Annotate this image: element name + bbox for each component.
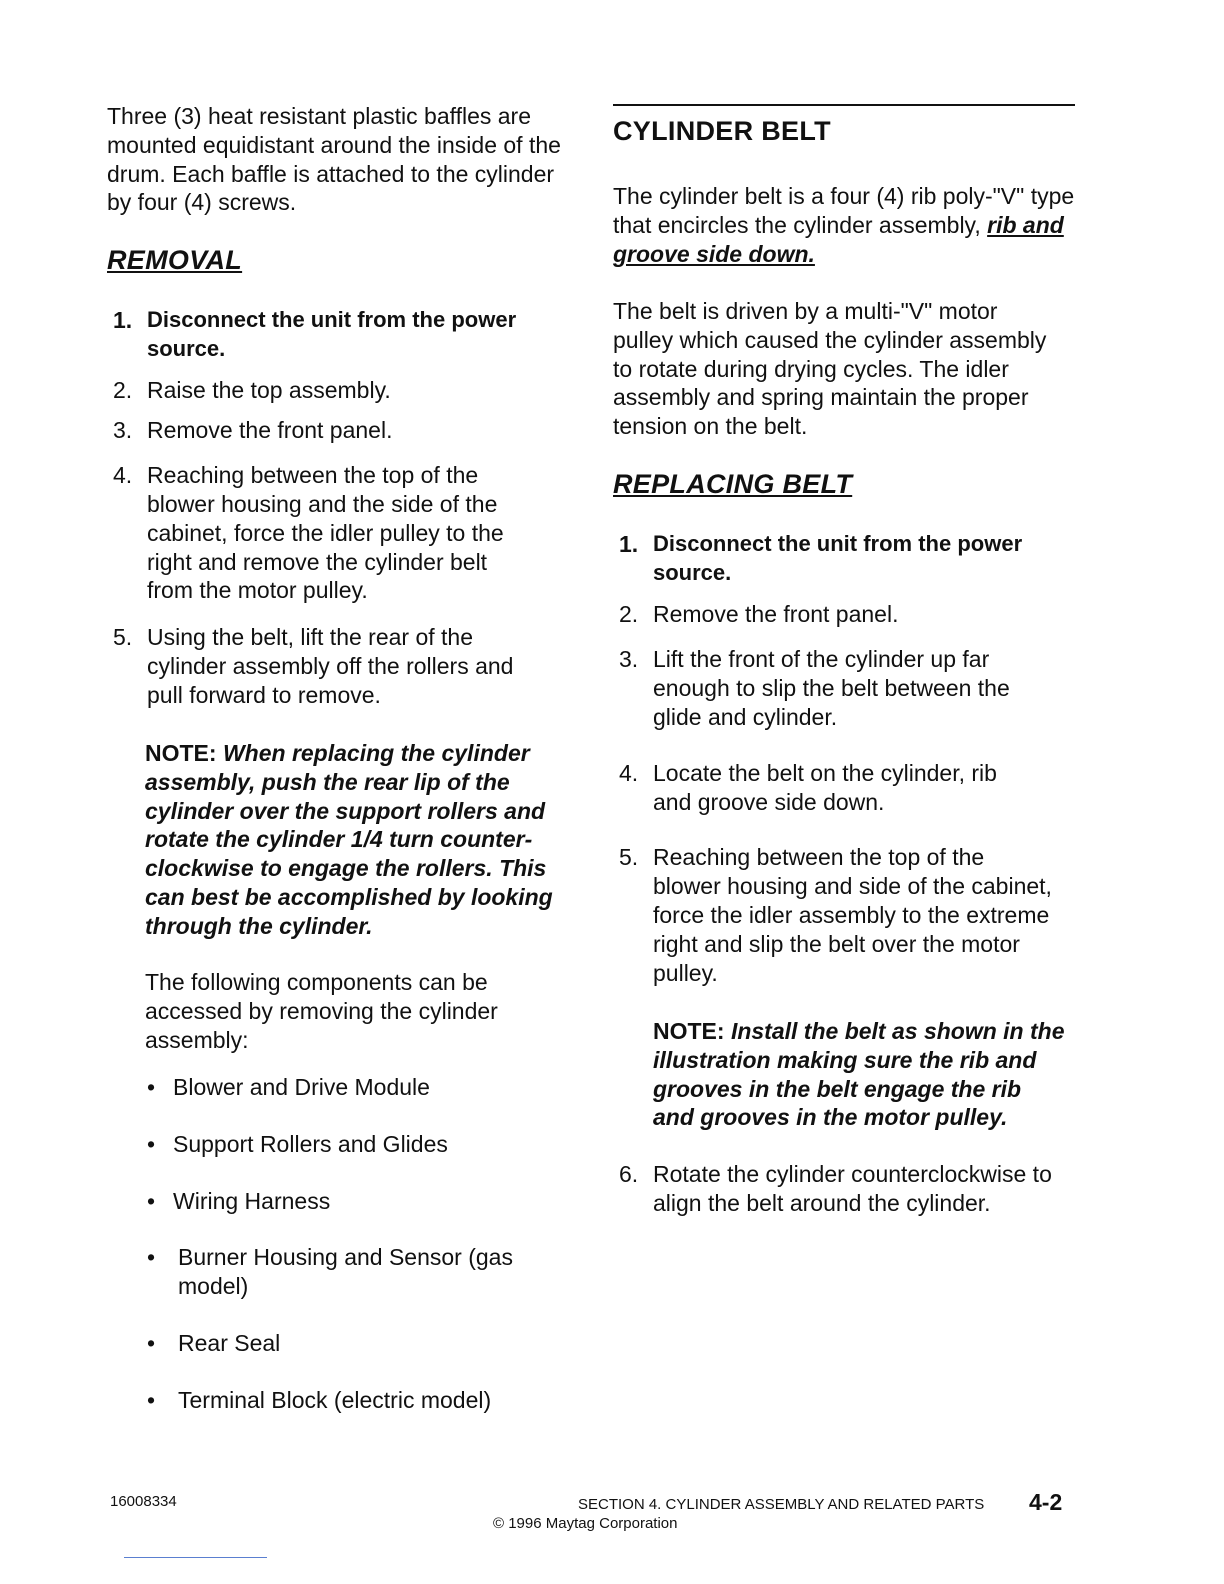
top-rule xyxy=(613,104,1075,106)
component-label: Terminal Block (electric model) xyxy=(178,1386,492,1413)
component-label: Rear Seal xyxy=(178,1329,281,1356)
step-text: Lift the front of the cylinder up far enough to slip the belt between the glide and cylinder. xyxy=(653,646,1010,730)
step-text: Using the belt, lift the rear of the cylinder assembly off the rollers and pull forward to remove. xyxy=(147,624,514,708)
step-text: Reaching between the top of the blower housing and the side of the cabinet, force the idler pulley to the right and remove the cylinder belt from the motor pulley. xyxy=(147,462,504,604)
component-label: Blower and Drive Module xyxy=(173,1074,430,1100)
belt-description xyxy=(613,182,1075,268)
bullet-icon: • xyxy=(147,1187,156,1214)
replacing-steps xyxy=(613,530,1068,987)
step-text: Remove the front panel. xyxy=(653,600,899,627)
step-number: 3. xyxy=(113,417,133,444)
component-label: Support Rollers and Glides xyxy=(173,1130,448,1157)
removal-heading: REMOVAL xyxy=(107,245,243,275)
removal-step xyxy=(107,306,567,364)
step-number: 2. xyxy=(113,376,133,403)
step-number: 4. xyxy=(619,759,639,786)
step-text: Disconnect the unit from the power source. xyxy=(653,531,1023,585)
step-number: 6. xyxy=(619,1161,639,1187)
step-text: Remove the front panel. xyxy=(147,417,393,444)
replacing-step xyxy=(613,1160,1068,1218)
bullet-icon: • xyxy=(147,1130,156,1157)
note-text: When replacing the cylinder assembly, push the rear lip of the cylinder over the support rollers and rotate the cylinder 1/4 turn counter-clockwise to engage the rollers. This can best be accomplished by looking through the cylinder. xyxy=(145,740,553,939)
removal-steps xyxy=(107,306,567,710)
step-number: 1. xyxy=(619,531,639,557)
component-label: Burner Housing and Sensor (gas model) xyxy=(178,1244,513,1300)
bullet-icon: • xyxy=(147,1329,156,1356)
replacing-step xyxy=(613,645,1068,731)
step-text: Locate the belt on the cylinder, rib and groove side down. xyxy=(653,759,997,815)
component-item xyxy=(147,1243,567,1301)
component-item xyxy=(147,1187,567,1216)
section-label: SECTION 4. CYLINDER ASSEMBLY AND RELATED PARTS xyxy=(578,1496,985,1513)
belt-description-emphasis: rib and groove side down. xyxy=(613,211,1064,267)
copyright: © 1996 Maytag Corporation xyxy=(493,1515,678,1532)
removal-step xyxy=(107,623,567,709)
page-number: 4-2 xyxy=(1029,1489,1063,1515)
replacing-step xyxy=(613,530,1068,588)
component-label: Wiring Harness xyxy=(173,1187,331,1214)
step-text: Disconnect the unit from the power source. xyxy=(147,307,517,361)
step-text: Reaching between the top of the blower housing and side of the cabinet, force the idler assembly to the extreme right and slip the belt over the motor pulley. xyxy=(653,844,1052,986)
replacing-step xyxy=(613,600,1068,629)
component-item xyxy=(147,1329,567,1358)
removal-step xyxy=(107,376,567,405)
removal-note xyxy=(145,739,575,941)
step-text: Rotate the cylinder counterclockwise to align the belt around the cylinder. xyxy=(653,1161,1052,1216)
step-text: Raise the top assembly. xyxy=(147,376,391,403)
removal-step xyxy=(107,416,567,445)
removal-step xyxy=(107,461,567,605)
note-lead: NOTE: xyxy=(653,1018,725,1044)
note-text: Install the belt as shown in the illustration making sure the rib and grooves in the belt engage the rib and grooves in the motor pulley. xyxy=(653,1018,1065,1131)
intro-paragraph: Three (3) heat resistant plastic baffles are mounted equidistant around the inside of the drum. Each baffle is attached to the cylinder by four (4) screws. xyxy=(107,103,561,216)
doc-number: 16008334 xyxy=(110,1493,177,1510)
step-number: 3. xyxy=(619,646,639,673)
replacing-step xyxy=(613,759,1068,817)
component-item xyxy=(147,1130,567,1159)
step-number: 1. xyxy=(113,307,133,333)
step-number: 4. xyxy=(113,462,133,489)
bullet-icon: • xyxy=(147,1074,156,1100)
step-number: 5. xyxy=(113,624,133,651)
components-intro: The following components can be accessed by removing the cylinder assembly: xyxy=(145,969,498,1053)
replacing-step xyxy=(613,843,1068,987)
components-list xyxy=(147,1073,567,1415)
note-lead: NOTE: xyxy=(145,740,217,766)
bullet-icon: • xyxy=(147,1244,156,1271)
cylinder-belt-title: CYLINDER BELT xyxy=(613,116,831,146)
replacing-belt-heading: REPLACING BELT xyxy=(613,469,853,499)
replacing-note xyxy=(653,1017,1068,1132)
bullet-icon: • xyxy=(147,1386,156,1413)
belt-drive-paragraph: The belt is driven by a multi-"V" motor pulley which caused the cylinder assembly to rotate during drying cycles. The idler assembly and spring maintain the proper tension on the belt. xyxy=(613,298,1047,440)
step-number: 2. xyxy=(619,600,639,627)
belt-description-main: The cylinder belt is a four (4) rib poly-"V" type that encircles the cylinder assembly, xyxy=(613,183,1075,238)
step-number: 5. xyxy=(619,844,639,871)
component-item xyxy=(147,1386,567,1415)
footer-underline xyxy=(124,1557,267,1558)
component-item xyxy=(147,1073,567,1102)
